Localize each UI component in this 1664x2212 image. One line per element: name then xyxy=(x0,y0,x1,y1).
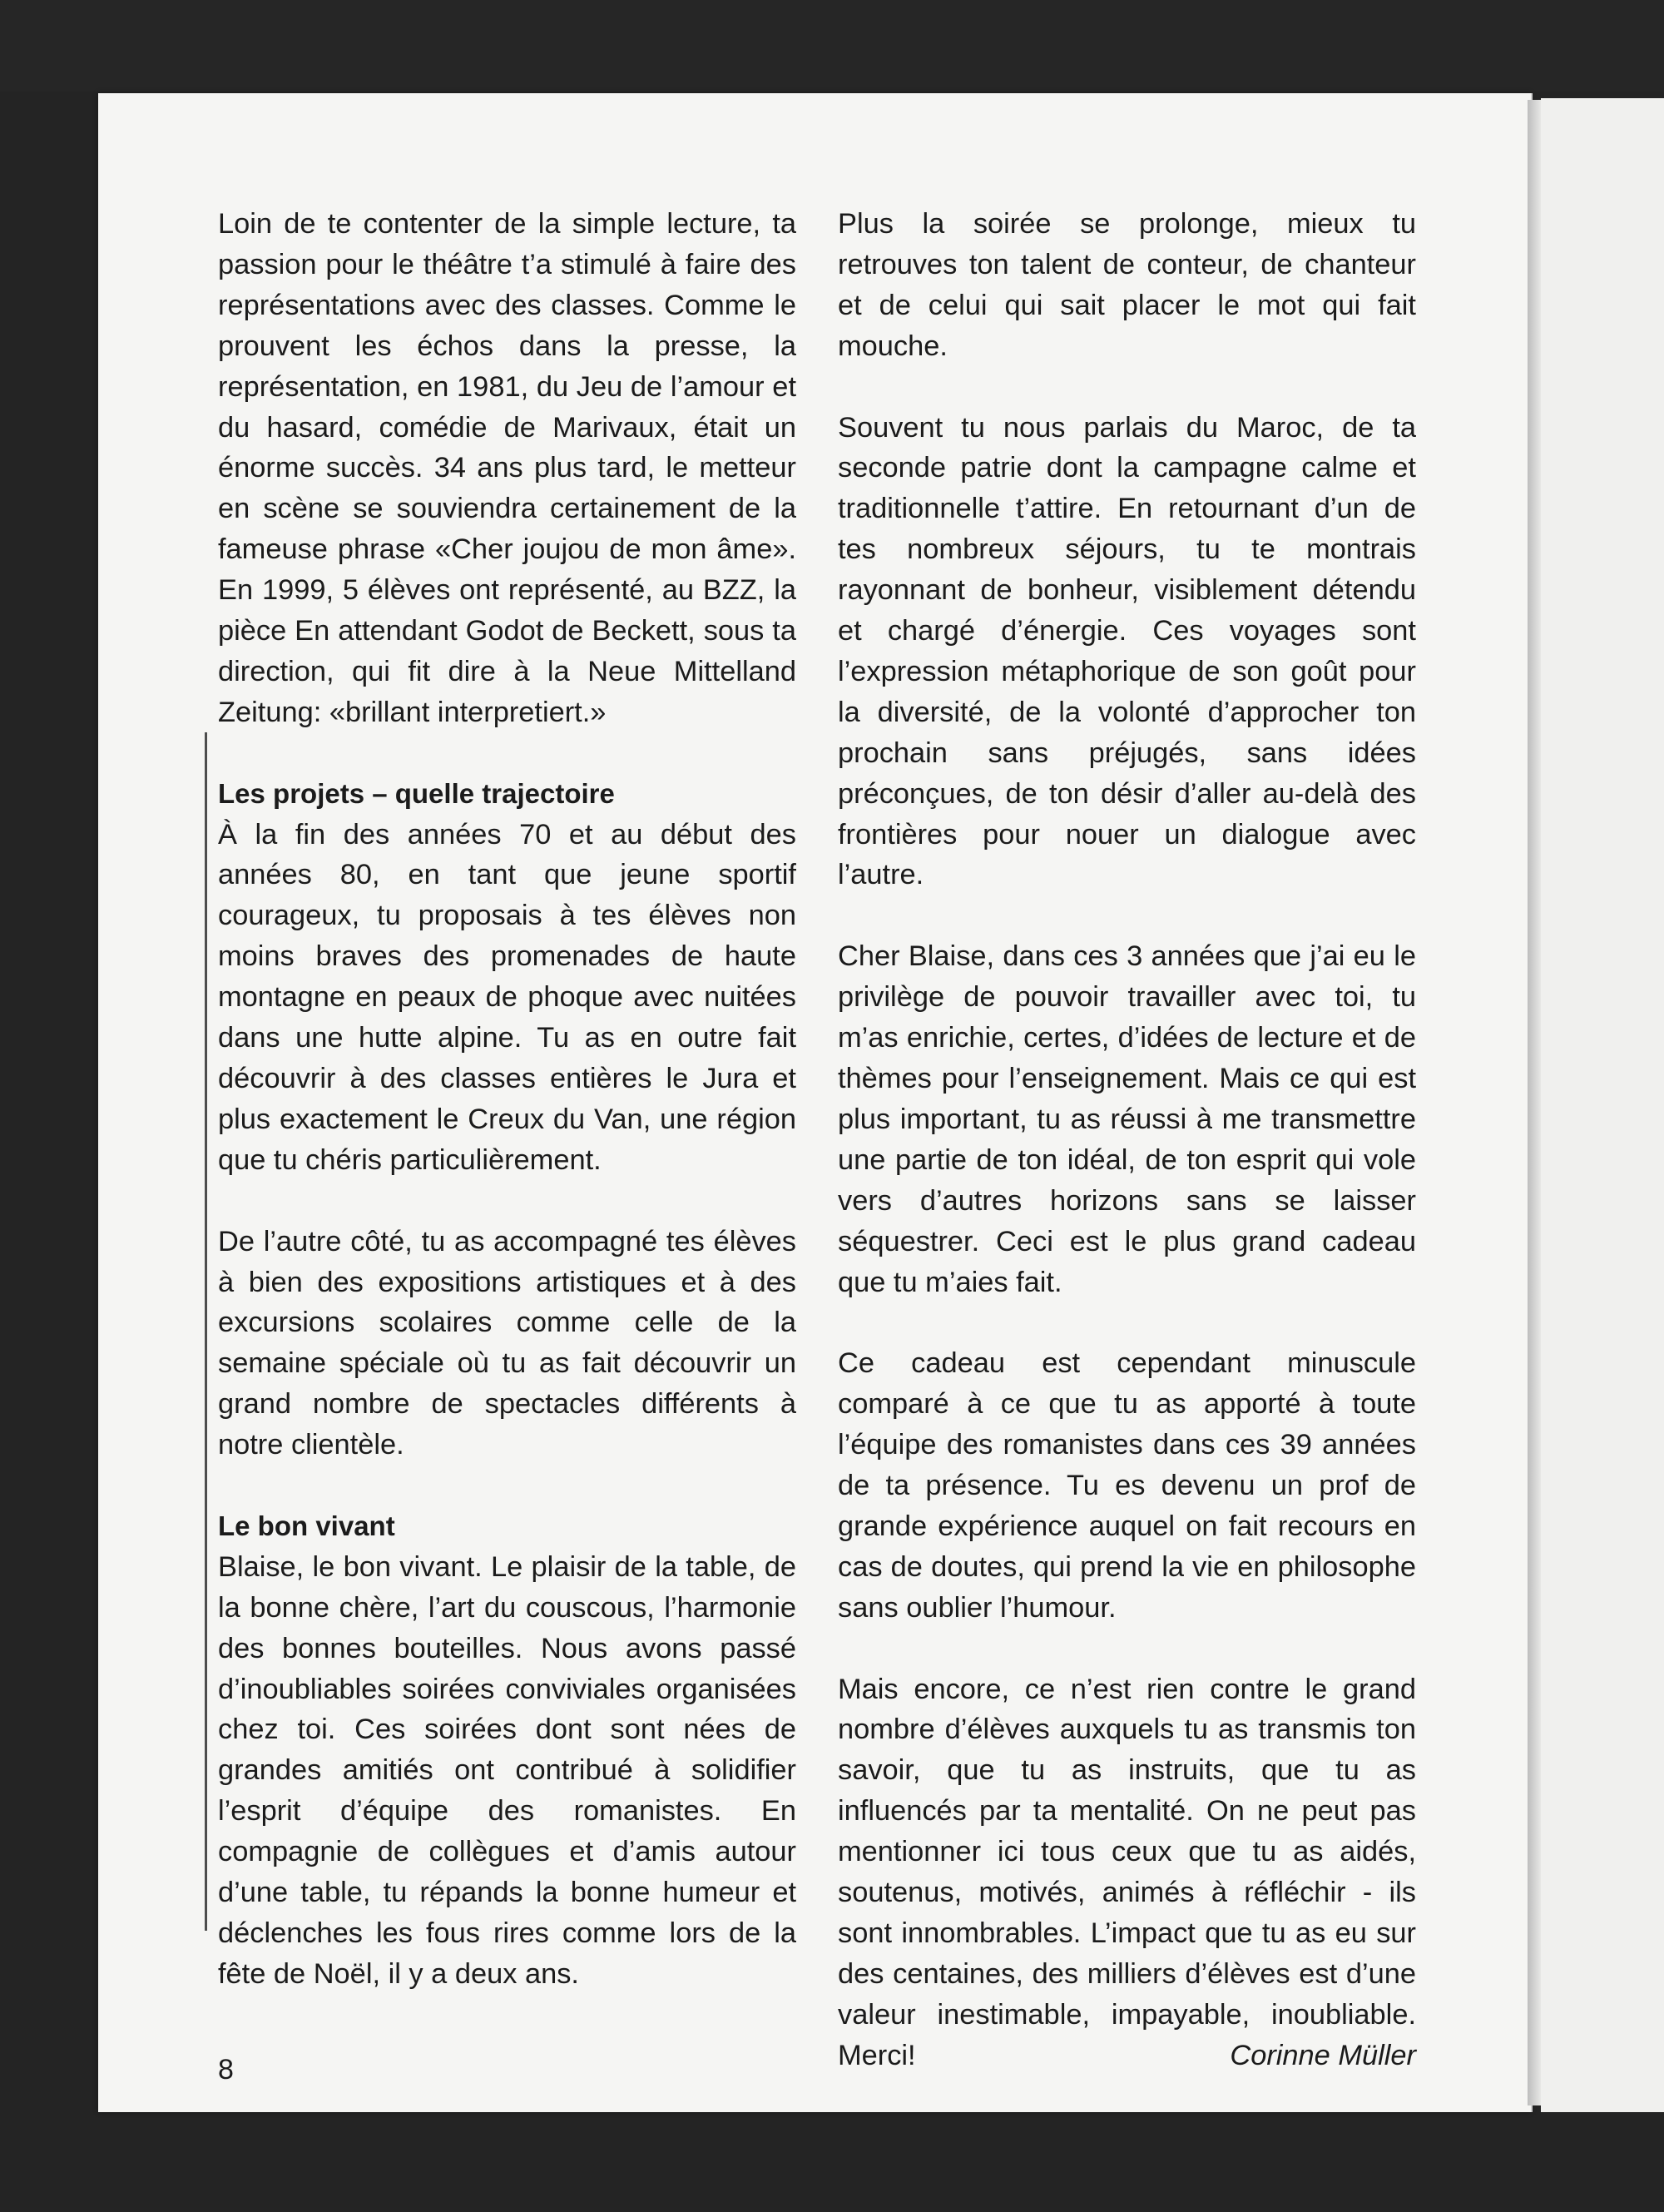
signature: Corinne Müller xyxy=(1230,2039,1416,2071)
paragraph-projects: À la fin des années 70 et au début des années 80, en tant que jeune sportif courageux, tu proposais à tes élèves non moins braves des promenades de haute montagne en peaux de phoque avec nuitées dans une hutte alpine. Tu as en outre fait découvrir à des classes entières le Jura et plus exactement le Creux du Van, une région que tu chéris particulièrement. xyxy=(218,818,796,1176)
paragraph-excursions: De l’autre côté, tu as accompagné tes élèves à bien des expositions artistiques et à des excursions scolaires comme celle de la semaine spéciale où tu as fait découvrir un grand nombre de spectacles différents à notre clientèle. xyxy=(218,1225,796,1461)
heading-projects: Les projets – quelle trajectoire xyxy=(218,777,615,809)
margin-rule xyxy=(205,732,207,1931)
left-column xyxy=(218,204,796,1995)
page-number: 8 xyxy=(218,2054,234,2086)
paragraph-theatre: Loin de te contenter de la simple lecture, ta passion pour le théâtre t’a stimulé à faire des représentations avec des classes. Comme le prouvent les échos dans la presse, la représentation, en 1981, du Jeu de l’amour et du hasard, comédie de Marivaux, était un énorme succès. 34 ans plus tard, le metteur en scène se souviendra certainement de la fameuse phrase «Cher joujou de mon âme». En 1999, 5 élèves ont représenté, au BZZ, la pièce En attendant Godot de Beckett, sous ta direction, qui fit dire à la Neue Mittelland Zeitung: «brillant interpretiert.» xyxy=(218,208,796,728)
page-spine xyxy=(1528,100,1541,2105)
paragraph-soiree: Plus la soirée se prolonge, mieux tu retrouves ton talent de conteur, de chanteur et de celui qui sait placer le mot qui fait mouche. xyxy=(838,208,1416,362)
heading-bon-vivant: Le bon vivant xyxy=(218,1510,395,1541)
adjacent-page-edge xyxy=(1541,98,1664,2112)
scan-background xyxy=(0,0,1664,92)
right-column xyxy=(838,204,1416,2076)
paragraph-eleves xyxy=(838,1669,1416,2076)
paragraph-cher-blaise: Cher Blaise, dans ces 3 années que j’ai eu le privilège de pouvoir travailler avec toi, tu m’as enrichie, certes, d’idées de lecture et de thèmes pour l’enseignement. Mais ce qui est plus important, tu as réussi à me transmettre une partie de ton idéal, de ton esprit qui vole vers d’autres horizons sans se laisser séquestrer. Ceci est le plus grand cadeau que tu m’aies fait. xyxy=(838,940,1416,1298)
paragraph-eleves-text: Mais encore, ce n’est rien contre le grand nombre d’élèves auxquels tu as transmis ton savoir, que tu as instruits, que tu as influencés par ta mentalité. On ne peut pas mentionner ici tous ceux que tu as aidés, soutenus, motivés, animés à réfléchir - ils sont innombrables. L’impact que tu as eu sur des centaines, des milliers d’élèves est d’une valeur inestimable, impayable, inoubliable. Merci! xyxy=(838,1673,1416,2071)
paragraph-bon-vivant: Blaise, le bon vivant. Le plaisir de la table, de la bonne chère, l’art du couscous, l’harmonie des bonnes bouteilles. Nous avons passé d’inoubliables soirées conviviales organisées chez toi. Ces soirées dont sont nées de grandes amitiés ont contribué à solidifier l’esprit d’équipe des romanistes. En compagnie de collègues et d’amis autour d’une table, tu répands la bonne humeur et déclenches les fous rires comme lors de la fête de Noël, il y a deux ans. xyxy=(218,1550,796,1990)
paragraph-cadeau: Ce cadeau est cependant minuscule comparé à ce que tu as apporté à toute l’équipe des romanistes dans ces 39 années de ta présence. Tu es devenu un prof de grande expérience auquel on fait recours en cas de doutes, qui prend la vie en philosophe sans oublier l’humour. xyxy=(838,1347,1416,1624)
paragraph-maroc: Souvent tu nous parlais du Maroc, de ta seconde patrie dont la campagne calme et traditionnelle t’attire. En retournant d’un de tes nombreux séjours, tu te montrais rayonnant de bonheur, visiblement détendu et chargé d’énergie. Ces voyages sont l’expression métaphorique de son goût pour la diversité, de la volonté d’approcher ton prochain sans préjugés, sans idées préconçues, de ton désir d’aller au-delà des frontières pour nouer un dialogue avec l’autre. xyxy=(838,411,1416,891)
